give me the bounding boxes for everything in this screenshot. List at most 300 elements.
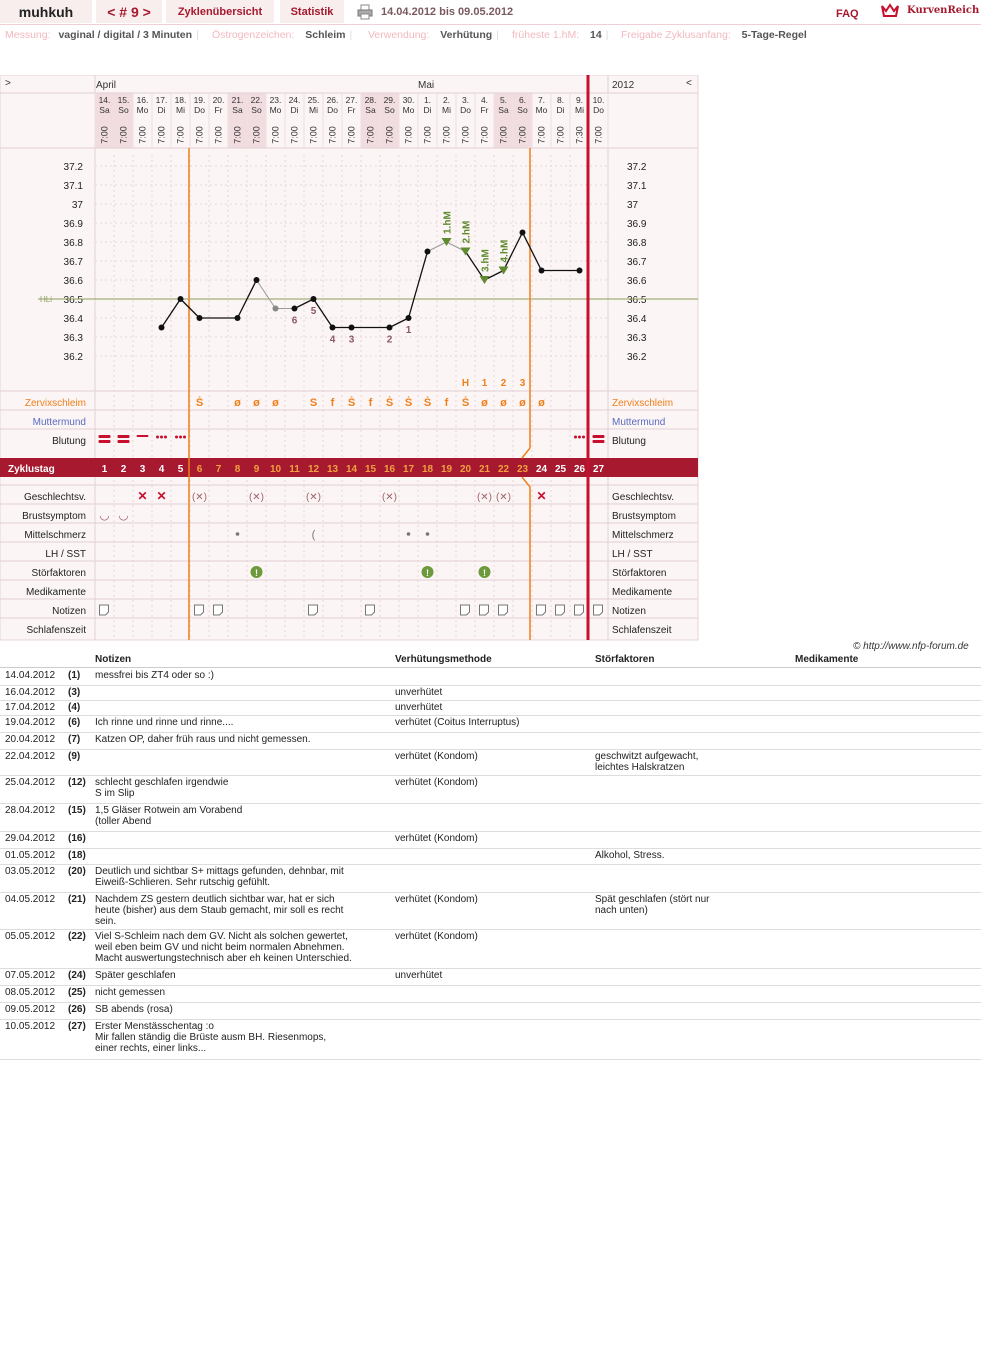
day-weekday: Mi <box>309 105 318 115</box>
row-date: 16.04.2012 <box>5 687 56 698</box>
row-label-brust: Brustsymptom <box>22 511 86 522</box>
row-label-right-lh: LH / SST <box>612 549 653 560</box>
temp-tick-left: 36.8 <box>63 238 83 249</box>
note-icon <box>195 605 204 615</box>
day-date: 22. <box>250 95 263 105</box>
table-row <box>0 1002 981 1020</box>
row-cycle-day: (21) <box>68 894 86 905</box>
temp-point <box>577 268 583 274</box>
temp-point <box>406 315 412 321</box>
gv-protected-icon: (✕) <box>248 492 265 503</box>
row-note: Später geschlafen <box>95 970 176 981</box>
row-date: 14.04.2012 <box>5 670 56 681</box>
row-date: 25.04.2012 <box>5 777 56 788</box>
mucus-symbol: ø <box>253 397 260 409</box>
temp-tick-left: 36.4 <box>63 314 83 325</box>
mucus-symbol: ø <box>481 397 488 409</box>
tab-cycle-overview[interactable]: Zyklenübersicht <box>166 0 274 23</box>
gv-unprotected-icon: ✕ <box>156 489 167 503</box>
temp-point <box>235 315 241 321</box>
row-method: unverhütet <box>395 970 443 981</box>
mucus-marker: 3 <box>519 378 526 389</box>
row-label-muttermund: Muttermund <box>32 417 86 428</box>
cycle-day-number: 19 <box>440 464 453 475</box>
row-disturbance: Alkohol, Stress. <box>595 850 665 861</box>
cycle-day-number: 20 <box>459 464 472 475</box>
table-row <box>0 864 981 893</box>
tab-statistics[interactable]: Statistik <box>280 0 344 23</box>
day-weekday: Mo <box>402 105 415 115</box>
row-label-right-stoer: Störfaktoren <box>612 568 667 579</box>
row-note: Viel S-Schleim nach dem GV. Nicht als solchen gewertet, weil eben beim GV und nicht beim normalen Abnehmen. Macht auswertungstechnisch aber eh keinen Unterschied. <box>95 931 352 964</box>
row-label-blutung: Blutung <box>52 436 86 447</box>
row-date: 09.05.2012 <box>5 1004 56 1015</box>
temp-tick-right: 36.2 <box>627 352 647 363</box>
day-weekday: Fr <box>214 105 223 115</box>
day-time: 7:00 <box>346 126 357 144</box>
day-time: 7:00 <box>99 126 110 144</box>
day-date: 23. <box>269 95 282 105</box>
nav-left-arrow: > <box>5 78 11 89</box>
temp-point <box>292 306 298 312</box>
row-cycle-day: (24) <box>68 970 86 981</box>
cycle-day-number: 24 <box>535 464 548 475</box>
row-note: nicht gemessen <box>95 987 166 998</box>
table-row <box>0 803 981 832</box>
cycle-day-number: 11 <box>289 464 300 475</box>
day-weekday: So <box>251 105 262 115</box>
note-icon <box>575 605 584 615</box>
row-date: 07.05.2012 <box>5 970 56 981</box>
day-time: 7:30 <box>574 126 585 144</box>
day-date: 16. <box>136 95 149 105</box>
cycle-nav[interactable]: < # 9 > <box>96 0 162 23</box>
temp-tick-right: 36.4 <box>627 314 647 325</box>
table-row <box>0 848 981 865</box>
row-date: 04.05.2012 <box>5 894 56 905</box>
row-cycle-day: (12) <box>68 777 86 788</box>
row-cycle-day: (20) <box>68 866 86 877</box>
mucus-symbol: ø <box>500 397 507 409</box>
hm-label: 2.hM <box>461 220 473 244</box>
day-date: 6. <box>518 95 527 105</box>
note-icon <box>214 605 223 615</box>
mucus-symbol: ø <box>519 397 526 409</box>
breast-symptom-icon: ◡ <box>118 508 129 522</box>
temp-tick-left: 36.6 <box>63 276 83 287</box>
day-date: 15. <box>117 95 130 105</box>
row-cycle-day: (1) <box>68 670 81 681</box>
mucus-symbol: ø <box>272 397 279 409</box>
day-date: 1. <box>423 95 432 105</box>
temp-point <box>520 230 526 236</box>
day-date: 14. <box>98 95 111 105</box>
brand-name[interactable]: KurvenReich <box>907 5 980 16</box>
day-weekday: So <box>118 105 129 115</box>
day-weekday: Do <box>460 105 471 115</box>
day-date: 4. <box>480 95 489 105</box>
mucus-symbol: f <box>330 397 335 409</box>
temp-count-label: 1 <box>405 325 412 336</box>
day-weekday: Mi <box>575 105 584 115</box>
row-disturbance: Spät geschlafen (stört nur nach unten) <box>595 894 710 916</box>
temp-tick-right: 36.5 <box>627 295 647 306</box>
row-method: verhütet (Kondom) <box>395 931 478 942</box>
row-label-notizen: Notizen <box>52 606 86 617</box>
note-icon <box>309 605 318 615</box>
note-icon <box>499 605 508 615</box>
bleeding-mark <box>118 440 130 443</box>
row-method: verhütet (Kondom) <box>395 894 478 905</box>
row-date: 08.05.2012 <box>5 987 56 998</box>
mucus-symbol: Ṡ <box>423 397 432 409</box>
nav-right-arrow: < <box>686 78 692 89</box>
table-row <box>0 892 981 930</box>
day-weekday: Do <box>593 105 604 115</box>
table-row <box>0 775 981 804</box>
mucus-symbol: f <box>368 397 373 409</box>
day-date: 29. <box>383 95 396 105</box>
row-cycle-day: (27) <box>68 1021 86 1032</box>
info-release: Freigabe Zyklusanfang: 5-Tage-Regel <box>621 29 807 41</box>
row-note: Nachdem ZS gestern deutlich sichtbar war, hat er sich heute (bisher) aus dem Staub gemacht, mir soll es recht sein. <box>95 894 344 927</box>
row-cycle-day: (3) <box>68 687 81 698</box>
table-row <box>0 732 981 750</box>
day-date: 25. <box>307 95 320 105</box>
row-cycle-day: (4) <box>68 702 81 713</box>
temp-point <box>311 296 317 302</box>
row-label-right-blutung: Blutung <box>612 436 646 447</box>
mittelschmerz-dot <box>236 532 240 536</box>
row-label-zyklustag: Zyklustag <box>8 464 55 475</box>
note-icon <box>100 605 109 615</box>
cycle-day-number: 8 <box>234 464 241 475</box>
cycle-day-number: 23 <box>516 464 529 475</box>
day-weekday: Sa <box>498 105 509 115</box>
day-weekday: Fr <box>347 105 356 115</box>
temp-point <box>178 296 184 302</box>
day-date: 28. <box>364 95 377 105</box>
temp-count-label: 4 <box>329 334 336 346</box>
row-label-right-zervix: Zervixschleim <box>612 398 674 409</box>
row-cycle-day: (26) <box>68 1004 86 1015</box>
temp-point <box>349 325 355 331</box>
row-label-stoer: Störfaktoren <box>31 568 86 579</box>
temp-tick-left: 36.9 <box>63 219 83 230</box>
row-date: 19.04.2012 <box>5 717 56 728</box>
table-row <box>0 1019 981 1060</box>
row-cycle-day: (15) <box>68 805 86 816</box>
row-note: Deutlich und sichtbar S+ mittags gefunden, dehnbar, mit Eiweiß-Schlieren. Sehr rutschig gefühlt. <box>95 866 344 888</box>
day-weekday: So <box>384 105 395 115</box>
day-date: 27. <box>345 95 358 105</box>
day-weekday: Mo <box>269 105 282 115</box>
breast-symptom-icon: ◡ <box>99 508 110 522</box>
row-note: Katzen OP, daher früh raus und nicht gemessen. <box>95 734 311 745</box>
day-date: 9. <box>575 95 584 105</box>
spotting-mark <box>156 436 159 439</box>
table-row <box>0 968 981 986</box>
note-icon <box>537 605 546 615</box>
gv-protected-icon: (✕) <box>305 492 322 503</box>
kurvenreich-logo-icon <box>880 2 900 20</box>
temp-tick-left: 37 <box>71 200 83 211</box>
row-cycle-day: (7) <box>68 734 81 745</box>
spotting-mark <box>175 436 178 439</box>
day-weekday: Do <box>327 105 338 115</box>
row-label-right-schlaf: Schlafenszeit <box>612 625 672 636</box>
temp-point <box>159 325 165 331</box>
row-label-zervix: Zervixschleim <box>24 398 86 409</box>
day-time: 7:00 <box>365 126 376 144</box>
cycle-day-number: 7 <box>215 464 222 475</box>
temp-tick-right: 36.3 <box>627 333 647 344</box>
method-col-header: Verhütungsmethode <box>395 654 492 665</box>
info-estrogen: Östrogenzeichen: Schleim | <box>212 29 353 41</box>
row-cycle-day: (18) <box>68 850 86 861</box>
table-row <box>0 700 981 716</box>
mittelschmerz-dot <box>407 532 411 536</box>
row-label-right-mittel: Mittelschmerz <box>612 530 674 541</box>
cycle-day-number: 21 <box>478 464 491 475</box>
day-weekday: Mo <box>136 105 149 115</box>
disturbance-icon-glyph: ! <box>483 568 486 578</box>
row-label-gv: Geschlechtsv. <box>23 492 86 503</box>
print-icon[interactable] <box>357 4 373 20</box>
row-date: 28.04.2012 <box>5 805 56 816</box>
cycle-day-number: 13 <box>326 464 339 475</box>
day-weekday: Mo <box>535 105 548 115</box>
row-label-medi: Medikamente <box>25 587 86 598</box>
day-time: 7:00 <box>517 126 528 144</box>
bleeding-mark <box>593 435 605 438</box>
spotting-mark <box>574 436 577 439</box>
day-time: 7:00 <box>327 126 338 144</box>
temp-point <box>387 325 393 331</box>
row-label-right-brust: Brustsymptom <box>612 511 676 522</box>
mucus-symbol: ø <box>234 397 241 409</box>
month-april: April <box>96 80 117 91</box>
day-time: 7:00 <box>460 126 471 144</box>
temp-tick-right: 36.8 <box>627 238 647 249</box>
cycle-day-number: 17 <box>402 464 415 475</box>
day-date: 26. <box>326 95 339 105</box>
temp-tick-left: 37.1 <box>63 181 83 192</box>
day-weekday: Fr <box>480 105 489 115</box>
bleeding-mark <box>99 435 111 438</box>
day-date: 20. <box>212 95 225 105</box>
table-row <box>0 668 981 686</box>
notes-col-header: Notizen <box>95 654 132 665</box>
day-date: 24. <box>288 95 301 105</box>
row-date: 10.05.2012 <box>5 1021 56 1032</box>
day-time: 7:00 <box>232 126 243 144</box>
mucus-symbol: Ṡ <box>347 397 356 409</box>
temp-tick-left: 36.5 <box>63 295 83 306</box>
day-time: 7:00 <box>384 126 395 144</box>
temp-tick-left: 37.2 <box>63 162 83 173</box>
gv-protected-icon: (✕) <box>381 492 398 503</box>
spotting-mark <box>160 436 163 439</box>
faq-link[interactable]: FAQ <box>836 8 859 20</box>
row-note: SB abends (rosa) <box>95 1004 173 1015</box>
table-row <box>0 985 981 1003</box>
note-icon <box>594 605 603 615</box>
cycle-day-number: 9 <box>253 464 260 475</box>
day-weekday: So <box>517 105 528 115</box>
row-note: schlecht geschlafen irgendwie S im Slip <box>95 777 229 799</box>
cycle-day-number: 2 <box>120 464 127 475</box>
row-label-right-muttermund: Muttermund <box>612 417 666 428</box>
bleeding-mark <box>118 435 130 438</box>
note-icon <box>480 605 489 615</box>
mucus-marker: 1 <box>481 378 488 389</box>
row-label-right-medi: Medikamente <box>612 587 673 598</box>
temp-count-label: 6 <box>291 315 298 327</box>
row-label-lh: LH / SST <box>45 549 86 560</box>
cycle-day-number: 6 <box>196 464 203 475</box>
mucus-symbol: Ṡ <box>404 397 413 409</box>
cycle-day-number: 22 <box>497 464 510 475</box>
day-time: 7:00 <box>118 126 129 144</box>
day-date: 17. <box>155 95 168 105</box>
mucus-symbol: S <box>309 397 318 409</box>
temp-point <box>539 268 545 274</box>
gv-protected-icon: (✕) <box>191 492 208 503</box>
day-time: 7:00 <box>251 126 262 144</box>
day-weekday: Sa <box>365 105 376 115</box>
disturbance-icon-glyph: ! <box>426 568 429 578</box>
temp-tick-left: 36.3 <box>63 333 83 344</box>
temp-point <box>197 315 203 321</box>
day-weekday: Mi <box>442 105 451 115</box>
cycle-day-number: 14 <box>345 464 358 475</box>
info-usage: Verwendung: Verhütung | <box>368 29 499 41</box>
mucus-symbol: Ṡ <box>385 397 394 409</box>
gv-unprotected-icon: ✕ <box>137 489 148 503</box>
row-method: verhütet (Kondom) <box>395 751 478 762</box>
cycle-day-number: 1 <box>101 464 108 475</box>
cycle-day-number: 18 <box>421 464 434 475</box>
day-weekday: Sa <box>232 105 243 115</box>
row-cycle-day: (9) <box>68 751 81 762</box>
cycle-day-number: 12 <box>307 464 320 475</box>
day-date: 3. <box>461 95 470 105</box>
spotting-mark <box>578 436 581 439</box>
temp-count-label: 2 <box>386 334 393 346</box>
day-time: 7:00 <box>555 126 566 144</box>
gv-unprotected-icon: ✕ <box>536 489 547 503</box>
year-label: 2012 <box>612 80 635 91</box>
info-measurement: Messung: vaginal / digital / 3 Minuten | <box>5 29 199 41</box>
day-weekday: Di <box>423 105 432 115</box>
row-note: 1,5 Gläser Rotwein am Vorabend (toller Abend <box>95 805 243 827</box>
hm-label: 3.hM <box>480 249 492 272</box>
table-row <box>0 685 981 701</box>
row-disturbance: geschwitzt aufgewacht, leichtes Halskratzen <box>595 751 699 773</box>
row-note: Ich rinne und rinne und rinne.... <box>95 717 234 728</box>
day-weekday: Do <box>194 105 205 115</box>
temp-tick-right: 37.2 <box>627 162 647 173</box>
day-time: 7:00 <box>289 126 300 144</box>
month-may: Mai <box>418 80 435 91</box>
day-date: 19. <box>193 95 206 105</box>
day-weekday: Mi <box>176 105 185 115</box>
day-time: 7:00 <box>175 126 186 144</box>
temp-count-label: 3 <box>348 334 355 346</box>
temp-tick-right: 36.6 <box>627 276 647 287</box>
spotting-mark <box>179 436 182 439</box>
day-time: 7:00 <box>536 126 547 144</box>
row-date: 17.04.2012 <box>5 702 56 713</box>
row-date: 22.04.2012 <box>5 751 56 762</box>
copyright: © http://www.nfp-forum.de <box>853 641 969 652</box>
day-weekday: Di <box>157 105 166 115</box>
day-time: 7:00 <box>270 126 281 144</box>
disturb-col-header: Störfaktoren <box>595 654 655 665</box>
row-cycle-day: (22) <box>68 931 86 942</box>
chart-background <box>0 75 698 640</box>
username: muhkuh <box>0 0 92 23</box>
temp-point <box>254 277 260 283</box>
row-label-right-gv: Geschlechtsv. <box>612 492 675 503</box>
mucus-marker: 2 <box>500 378 507 389</box>
row-date: 03.05.2012 <box>5 866 56 877</box>
temp-point <box>273 306 279 312</box>
row-method: verhütet (Kondom) <box>395 777 478 788</box>
hm-label: 1.hM <box>442 211 454 234</box>
row-cycle-day: (16) <box>68 833 86 844</box>
day-time: 7:00 <box>156 126 167 144</box>
row-note: Erster Menstässchentag :o Mir fallen ständig die Brüste ausm BH. Riesenmops, einer rechts, einer links... <box>95 1021 327 1054</box>
cycle-day-number: 10 <box>269 464 282 475</box>
mucus-symbol: Ṡ <box>195 397 204 409</box>
date-range: 14.04.2012 bis 09.05.2012 <box>381 6 514 18</box>
cycle-day-number: 4 <box>158 464 165 475</box>
bleeding-mark <box>593 440 605 443</box>
row-date: 29.04.2012 <box>5 833 56 844</box>
bleeding-mark <box>99 440 111 443</box>
note-icon <box>461 605 470 615</box>
day-time: 7:00 <box>422 126 433 144</box>
day-date: 8. <box>556 95 565 105</box>
meds-col-header: Medikamente <box>795 654 859 665</box>
row-label-right-notizen: Notizen <box>612 606 646 617</box>
day-date: 30. <box>402 95 415 105</box>
temp-point <box>330 325 336 331</box>
day-weekday: Di <box>290 105 299 115</box>
row-note: messfrei bis ZT4 oder so :) <box>95 670 214 681</box>
row-method: verhütet (Coitus Interruptus) <box>395 717 520 728</box>
cycle-day-number: 5 <box>177 464 184 475</box>
day-time: 7:00 <box>194 126 205 144</box>
cycle-day-number: 15 <box>364 464 377 475</box>
row-cycle-day: (6) <box>68 717 81 728</box>
gv-protected-icon: (✕) <box>476 492 493 503</box>
row-method: unverhütet <box>395 687 443 698</box>
spotting-mark <box>183 436 186 439</box>
day-date: 2. <box>442 95 451 105</box>
mucus-symbol: f <box>444 397 449 409</box>
gv-protected-icon: (✕) <box>495 492 512 503</box>
row-date: 01.05.2012 <box>5 850 56 861</box>
day-date: 18. <box>174 95 187 105</box>
bleeding-mark <box>137 435 149 437</box>
cycle-day-number: 3 <box>139 464 146 475</box>
day-time: 7:00 <box>137 126 148 144</box>
table-row <box>0 715 981 733</box>
temp-tick-left: 36.7 <box>63 257 83 268</box>
